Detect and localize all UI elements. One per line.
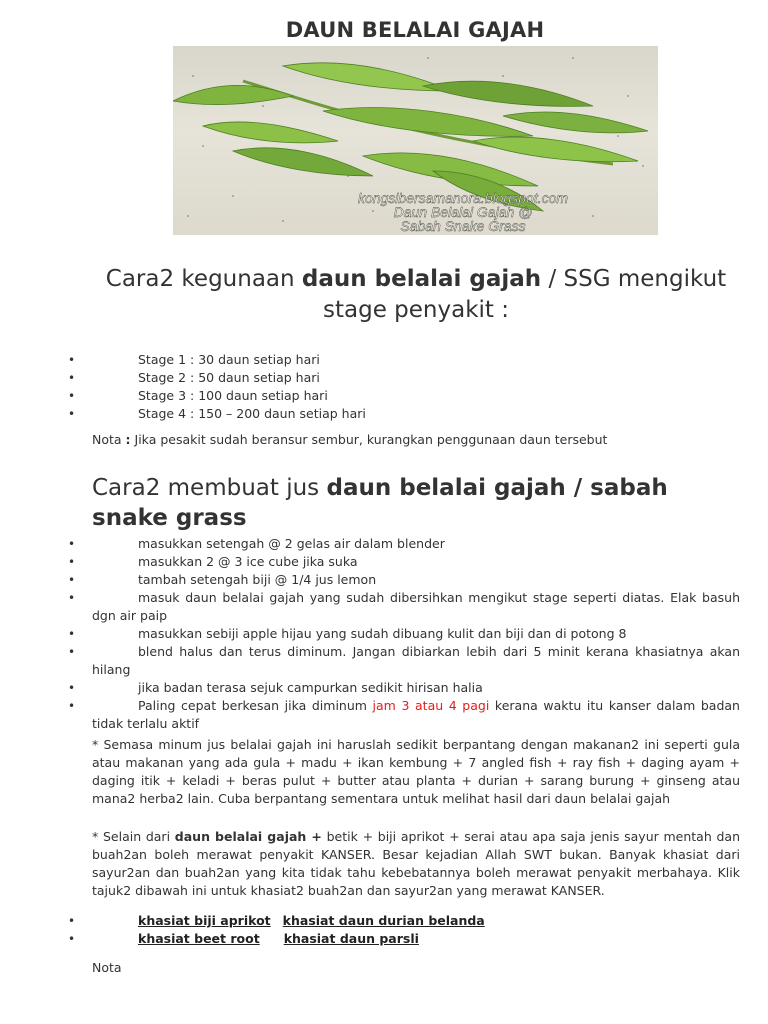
list-item: • Stage 2 : 50 daun setiap hari bbox=[68, 370, 320, 385]
list-item: • masukkan setengah @ 2 gelas air dalam blender bbox=[68, 536, 445, 551]
list-item: • Stage 3 : 100 daun setiap hari bbox=[68, 388, 328, 403]
list-item: • masukkan sebiji apple hijau yang sudah dibuang kulit dan biji dan di potong 8 bbox=[68, 626, 627, 641]
link-daun-durian-belanda[interactable]: khasiat daun durian belanda bbox=[282, 913, 485, 928]
hero-caption-alt: Sabah Snake Grass bbox=[400, 218, 526, 234]
list-item: • khasiat beet root khasiat daun parsli bbox=[68, 931, 419, 946]
link-daun-parsli[interactable]: khasiat daun parsli bbox=[283, 931, 419, 946]
list-item: • Stage 1 : 30 daun setiap hari bbox=[68, 352, 320, 367]
leaf-photo bbox=[173, 46, 658, 235]
page-title: DAUN BELALAI GAJAH bbox=[285, 18, 545, 42]
list-item: • masuk daun belalai gajah yang sudah dibersihkan mengikut stage seperti diatas. Elak basuh dgn air paip bbox=[68, 590, 740, 623]
link-list bbox=[0, 912, 740, 948]
juice-steps bbox=[0, 535, 740, 733]
usage-heading: Cara2 kegunaan daun belalai gajah / SSG mengikut stage penyakit : bbox=[105, 266, 727, 323]
list-item: • jika badan terasa sejuk campurkan sedikit hirisan halia bbox=[68, 680, 483, 695]
footer-note: Nota bbox=[92, 960, 122, 975]
cancer-paragraph: * Selain dari daun belalai gajah + betik + biji aprikot + serai atau apa saja jenis sayur mentah dan buah2an boleh merawat penyakit KANSER. Besar kejadian Allah SWT bukan. Banyak khasiat dari sayur2an dan buah2an yang kita tidak tahu kebebatannya boleh merawat penyakit merbahaya. Klik tajuk2 dibawah ini untuk khasiat2 buah2an dan sayur2an yang merawat KANSER. bbox=[92, 829, 740, 898]
list-item: • Paling cepat berkesan jika diminum jam 3 atau 4 pagi kerana waktu itu kanser dalam badan tidak terlalu aktif bbox=[68, 698, 740, 731]
list-item: • blend halus dan terus diminum. Jangan dibiarkan lebih dari 5 minit kerana khasiatnya akan hilang bbox=[68, 644, 740, 677]
link-biji-aprikot[interactable]: khasiat biji aprikot bbox=[138, 913, 271, 928]
list-item: • masukkan 2 @ 3 ice cube jika suka bbox=[68, 554, 358, 569]
list-item: • tambah setengah biji @ 1/4 jus lemon bbox=[68, 572, 377, 587]
usage-note: Nota : Jika pesakit sudah beransur sembur, kurangkan penggunaan daun tersebut bbox=[92, 432, 608, 447]
highlight-time: jam 3 atau 4 pagi bbox=[372, 698, 490, 713]
hero-caption-name: Daun Belalai Gajah @ bbox=[393, 204, 533, 220]
diet-paragraph: * Semasa minum jus belalai gajah ini haruslah sedikit berpantang dengan makanan2 ini seperti gula atau makanan yang ada gula + madu + ikan kembung + 7 angled fish + ray fish + daging ayam + daging itik + keladi + beras pulut + butter atau planta + durian + sarang burung + ginseng atau mana2 herba2 lain. Cuba berpantang sementara untuk melihat hasil dari daun belalai gajah bbox=[92, 737, 740, 806]
hero-caption-url: kongsibersamanora.blogspot.com bbox=[357, 190, 569, 206]
juice-heading: Cara2 membuat jus daun belalai gajah / sabah snake grass bbox=[92, 475, 668, 531]
list-item: • khasiat biji aprikot khasiat daun durian belanda bbox=[68, 913, 485, 928]
hero-image bbox=[173, 46, 658, 235]
list-item: • Stage 4 : 150 – 200 daun setiap hari bbox=[68, 406, 366, 421]
stage-list bbox=[0, 351, 740, 423]
link-beet-root[interactable]: khasiat beet root bbox=[138, 931, 260, 946]
